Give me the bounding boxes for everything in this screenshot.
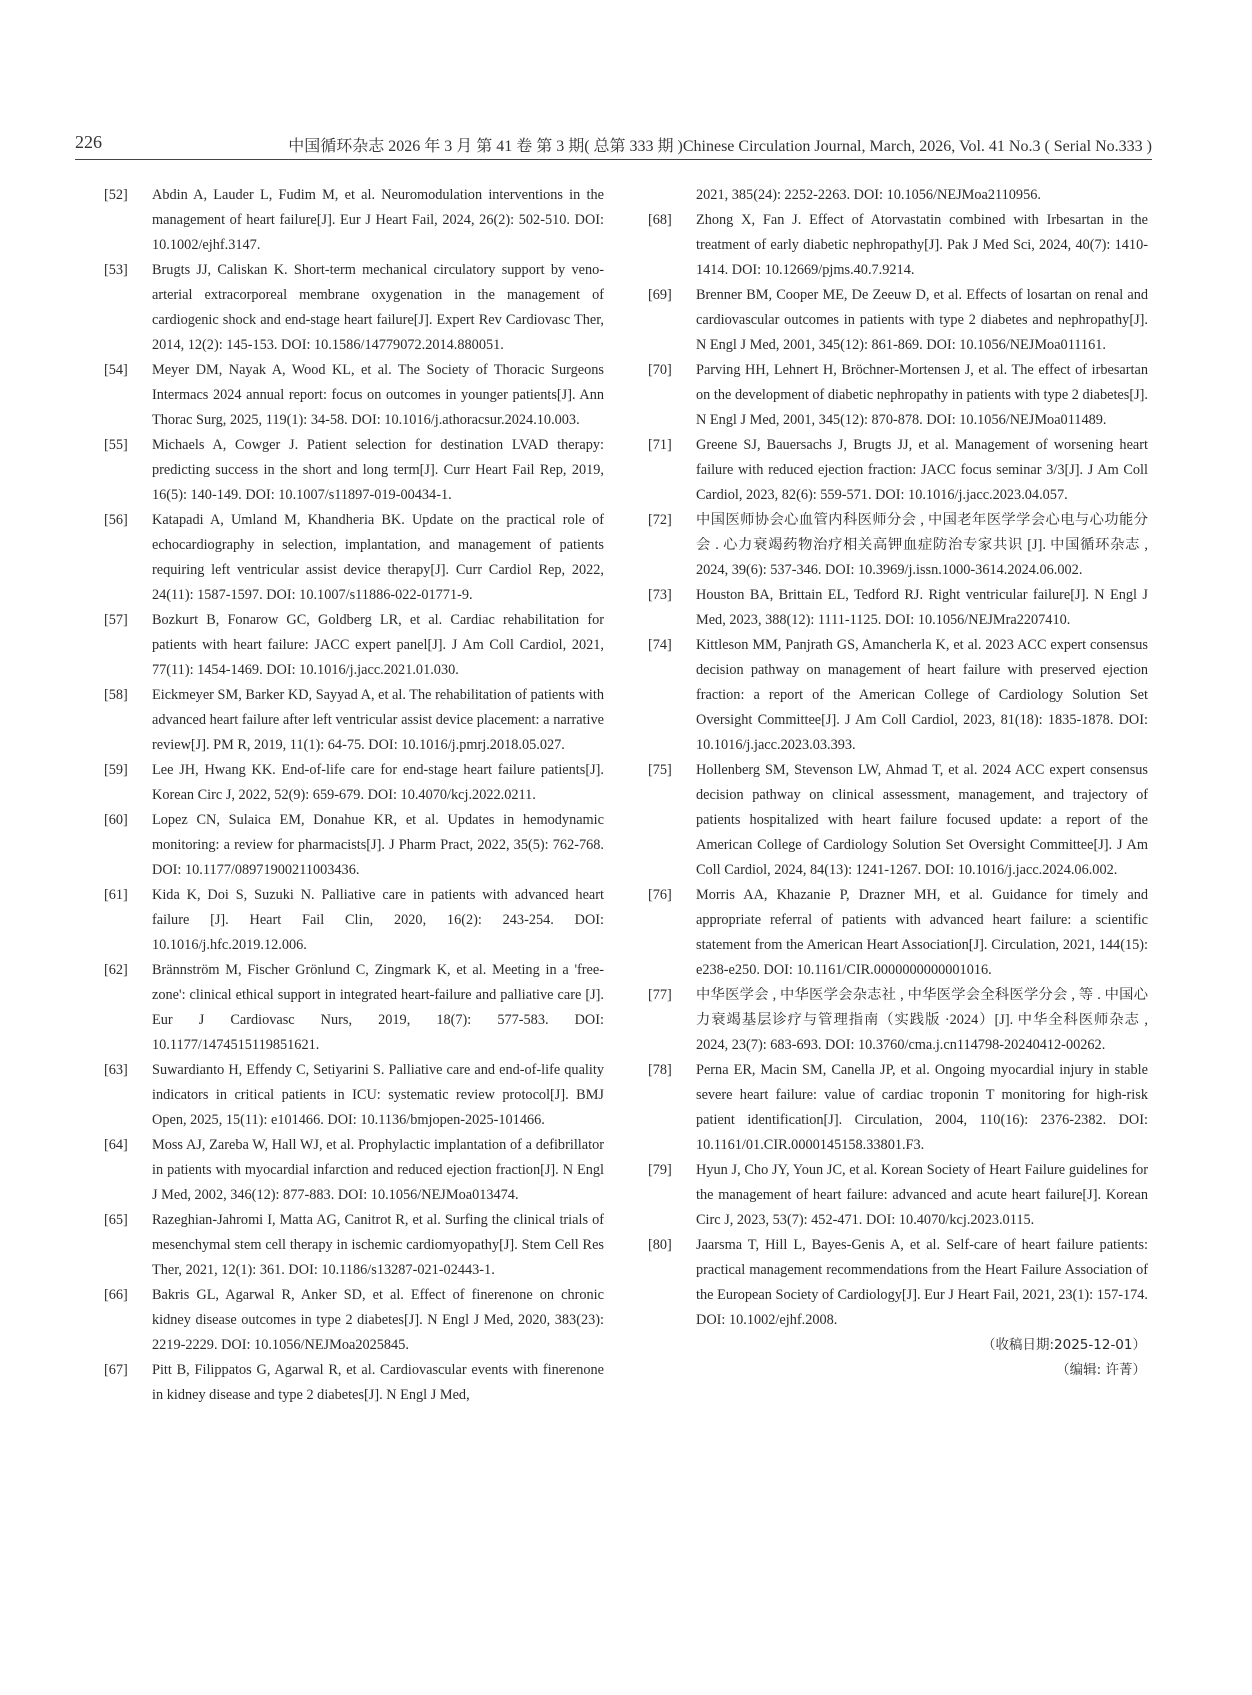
- reference-text: Greene SJ, Bauersachs J, Brugts JJ, et al. Management of worsening heart failure with reduced ejection fraction: JACC focus seminar 3/3[J]. J Am Coll Cardiol, 2023, 82(6): 559-571. DOI: 10.1016/j.jacc.2023.04.057.: [696, 437, 1148, 503]
- reference-text: 中国医师协会心血管内科医师分会 , 中国老年医学学会心电与心功能分会 . 心力衰竭药物治疗相关高钾血症防治专家共识 [J]. 中国循环杂志 , 2024, 39(6): 537-346. DOI: 10.3969/j.issn.1000-3614.2024.06.002.: [696, 512, 1148, 578]
- reference-text: Katapadi A, Umland M, Khandheria BK. Update on the practical role of echocardiography in selection, implantation, and management of patients requiring left ventricular assist device therapy[J]. Curr Cardiol Rep, 2022, 24(11): 1587-1597. DOI: 10.1007/s11886-022-01771-9.: [152, 512, 604, 603]
- reference-entry: [104, 683, 604, 758]
- reference-number: [648, 183, 696, 208]
- reference-number: [77]: [648, 987, 672, 1003]
- reference-text: Hollenberg SM, Stevenson LW, Ahmad T, et al. 2024 ACC expert consensus decision pathway on clinical assessment, management, and trajectory of patients hospitalized with heart failure focused update: a report of the American College of Cardiology Solution Set Oversight Committee[J]. J Am Coll Cardiol, 2024, 84(13): 1241-1267. DOI: 10.1016/j.jacc.2024.06.002.: [696, 762, 1148, 878]
- reference-text: Moss AJ, Zareba W, Hall WJ, et al. Prophylactic implantation of a defibrillator in patients with myocardial infarction and reduced ejection fraction[J]. N Engl J Med, 2002, 346(12): 877-883. DOI: 10.1056/NEJMoa013474.: [152, 1137, 604, 1203]
- reference-text: Eickmeyer SM, Barker KD, Sayyad A, et al. The rehabilitation of patients with advanced heart failure after left ventricular assist device placement: a narrative review[J]. PM R, 2019, 11(1): 64-75. DOI: 10.1016/j.pmrj.2018.05.027.: [152, 687, 604, 753]
- reference-text: Meyer DM, Nayak A, Wood KL, et al. The Society of Thoracic Surgeons Intermacs 2024 annual report: focus on outcomes in younger patients[J]. Ann Thorac Surg, 2025, 119(1): 34-58. DOI: 10.1016/j.athoracsur.2024.10.003.: [152, 362, 604, 428]
- reference-entry: [104, 883, 604, 958]
- reference-text: Houston BA, Brittain EL, Tedford RJ. Right ventricular failure[J]. N Engl J Med, 2023, 388(12): 1111-1125. DOI: 10.1056/NEJMra2207410.: [696, 587, 1148, 628]
- reference-number: [58]: [104, 687, 128, 703]
- reference-number: [52]: [104, 187, 128, 203]
- reference-number: [61]: [104, 887, 128, 903]
- reference-entry: [104, 1058, 604, 1133]
- reference-entry: [648, 358, 1148, 433]
- reference-entry: [104, 433, 604, 508]
- reference-number: [68]: [648, 212, 672, 228]
- reference-text: Razeghian-Jahromi I, Matta AG, Canitrot R, et al. Surfing the clinical trials of mesenchymal stem cell therapy in ischemic cardiomyopathy[J]. Stem Cell Res Ther, 2021, 12(1): 361. DOI: 10.1186/s13287-021-02443-1.: [152, 1212, 604, 1278]
- reference-text: Abdin A, Lauder L, Fudim M, et al. Neuromodulation interventions in the management of heart failure[J]. Eur J Heart Fail, 2024, 26(2): 502-510. DOI: 10.1002/ejhf.3147.: [152, 187, 604, 253]
- reference-number: [60]: [104, 812, 128, 828]
- reference-entry: [104, 258, 604, 358]
- reference-entry: [104, 808, 604, 883]
- reference-entry: [648, 883, 1148, 983]
- reference-text: 2021, 385(24): 2252-2263. DOI: 10.1056/NEJMoa2110956.: [696, 187, 1041, 203]
- reference-number: [76]: [648, 887, 672, 903]
- reference-entry: [104, 758, 604, 808]
- reference-text: 中华医学会 , 中华医学会杂志社 , 中华医学会全科医学分会 , 等 . 中国心力衰竭基层诊疗与管理指南（实践版 ·2024）[J]. 中华全科医师杂志 , 2024, 23(7): 683-693. DOI: 10.3760/cma.j.cn114798-20240412-00262.: [696, 987, 1148, 1053]
- reference-text: Jaarsma T, Hill L, Bayes-Genis A, et al. Self-care of heart failure patients: practical management recommendations from the Heart Failure Association of the European Society of Cardiology[J]. Eur J Heart Fail, 2021, 23(1): 157-174. DOI: 10.1002/ejhf.2008.: [696, 1237, 1148, 1328]
- reference-number: [73]: [648, 587, 672, 603]
- reference-number: [74]: [648, 637, 672, 653]
- reference-text: Parving HH, Lehnert H, Bröchner-Mortensen J, et al. The effect of irbesartan on the development of diabetic nephropathy in patients with type 2 diabetes[J]. N Engl J Med, 2001, 345(12): 870-878. DOI: 10.1056/NEJMoa011489.: [696, 362, 1148, 428]
- received-date: （收稿日期:2025-12-01）: [981, 1337, 1146, 1353]
- reference-entry: [648, 633, 1148, 758]
- reference-entry: [648, 1058, 1148, 1158]
- reference-text: Suwardianto H, Effendy C, Setiyarini S. Palliative care and end-of-life quality indicators in critical patients in ICU: systematic review protocol[J]. BMJ Open, 2025, 15(11): e101466. DOI: 10.1136/bmjopen-2025-101466.: [152, 1062, 604, 1128]
- reference-entry: [648, 758, 1148, 883]
- reference-list-right: [648, 183, 1148, 1333]
- reference-text: Michaels A, Cowger J. Patient selection for destination LVAD therapy: predicting success in the short and long term[J]. Curr Heart Fail Rep, 2019, 16(5): 140-149. DOI: 10.1007/s11897-019-00434-1.: [152, 437, 604, 503]
- reference-number: [69]: [648, 287, 672, 303]
- reference-text: Bozkurt B, Fonarow GC, Goldberg LR, et al. Cardiac rehabilitation for patients with heart failure: JACC expert panel[J]. J Am Coll Cardiol, 2021, 77(11): 1454-1469. DOI: 10.1016/j.jacc.2021.01.030.: [152, 612, 604, 678]
- reference-entry: [104, 1208, 604, 1283]
- reference-entry: [104, 1283, 604, 1358]
- reference-number: [53]: [104, 262, 128, 278]
- reference-number: [66]: [104, 1287, 128, 1303]
- reference-number: [54]: [104, 362, 128, 378]
- reference-text: Kida K, Doi S, Suzuki N. Palliative care in patients with advanced heart failure [J]. Heart Fail Clin, 2020, 16(2): 243-254. DOI: 10.1016/j.hfc.2019.12.006.: [152, 887, 604, 953]
- reference-entry: [104, 358, 604, 433]
- reference-number: [70]: [648, 362, 672, 378]
- reference-text: Lee JH, Hwang KK. End-of-life care for end-stage heart failure patients[J]. Korean Circ J, 2022, 52(9): 659-679. DOI: 10.4070/kcj.2022.0211.: [152, 762, 604, 803]
- reference-number: [64]: [104, 1137, 128, 1153]
- reference-text: Hyun J, Cho JY, Youn JC, et al. Korean Society of Heart Failure guidelines for the management of heart failure: advanced and acute heart failure[J]. Korean Circ J, 2023, 53(7): 452-471. DOI: 10.4070/kcj.2023.0115.: [696, 1162, 1148, 1228]
- reference-entry: [648, 1158, 1148, 1233]
- reference-entry: [104, 508, 604, 608]
- reference-entry: [104, 958, 604, 1058]
- reference-number: [79]: [648, 1162, 672, 1178]
- reference-column-left: [104, 183, 604, 1408]
- header-rule: [75, 159, 1152, 160]
- reference-text: Pitt B, Filippatos G, Agarwal R, et al. Cardiovascular events with finerenone in kidney disease and type 2 diabetes[J]. N Engl J Med,: [152, 1362, 604, 1403]
- reference-text: Brenner BM, Cooper ME, De Zeeuw D, et al. Effects of losartan on renal and cardiovascular outcomes in patients with type 2 diabetes and nephropathy[J]. N Engl J Med, 2001, 345(12): 861-869. DOI: 10.1056/NEJMoa011161.: [696, 287, 1148, 353]
- reference-entry: [648, 183, 1148, 208]
- reference-text: Lopez CN, Sulaica EM, Donahue KR, et al. Updates in hemodynamic monitoring: a review for pharmacists[J]. J Pharm Pract, 2022, 35(5): 762-768. DOI: 10.1177/08971900211003436.: [152, 812, 604, 878]
- reference-number: [72]: [648, 512, 672, 528]
- editor-credit: （编辑: 许菁）: [1056, 1362, 1146, 1378]
- reference-entry: [648, 983, 1148, 1058]
- reference-entry: [648, 1233, 1148, 1333]
- reference-number: [80]: [648, 1237, 672, 1253]
- running-header: 中国循环杂志 2026 年 3 月 第 41 卷 第 3 期( 总第 333 期 )Chinese Circulation Journal, March, 2026, Vol. 41 No.3 ( Serial No.333 ): [288, 138, 1152, 155]
- page-number: 226: [75, 132, 102, 152]
- reference-number: [71]: [648, 437, 672, 453]
- reference-entry: [648, 583, 1148, 633]
- reference-number: [59]: [104, 762, 128, 778]
- reference-number: [56]: [104, 512, 128, 528]
- reference-entry: [104, 1358, 604, 1408]
- reference-text: Kittleson MM, Panjrath GS, Amancherla K, et al. 2023 ACC expert consensus decision pathway on management of heart failure with preserved ejection fraction: a report of the American College of Cardiology Solution Set Oversight Committee[J]. J Am Coll Cardiol, 2023, 81(18): 1835-1878. DOI: 10.1016/j.jacc.2023.03.393.: [696, 637, 1148, 753]
- reference-number: [63]: [104, 1062, 128, 1078]
- reference-number: [67]: [104, 1362, 128, 1378]
- reference-column-right: [648, 183, 1148, 1383]
- reference-number: [57]: [104, 612, 128, 628]
- reference-number: [65]: [104, 1212, 128, 1228]
- reference-entry: [104, 608, 604, 683]
- reference-number: [62]: [104, 962, 128, 978]
- reference-entry: [104, 183, 604, 258]
- reference-text: Morris AA, Khazanie P, Drazner MH, et al. Guidance for timely and appropriate referral of patients with advanced heart failure: a scientific statement from the American Heart Association[J]. Circulation, 2021, 144(15): e238-e250. DOI: 10.1161/CIR.0000000000001016.: [696, 887, 1148, 978]
- reference-number: [78]: [648, 1062, 672, 1078]
- reference-text: Zhong X, Fan J. Effect of Atorvastatin combined with Irbesartan in the treatment of early diabetic nephropathy[J]. Pak J Med Sci, 2024, 40(7): 1410-1414. DOI: 10.12669/pjms.40.7.9214.: [696, 212, 1148, 278]
- reference-entry: [648, 208, 1148, 283]
- reference-number: [55]: [104, 437, 128, 453]
- reference-entry: [104, 1133, 604, 1208]
- reference-entry: [648, 508, 1148, 583]
- reference-entry: [648, 433, 1148, 508]
- reference-text: Bakris GL, Agarwal R, Anker SD, et al. Effect of finerenone on chronic kidney disease outcomes in type 2 diabetes[J]. N Engl J Med, 2020, 383(23): 2219-2229. DOI: 10.1056/NEJMoa2025845.: [152, 1287, 604, 1353]
- reference-text: Brugts JJ, Caliskan K. Short-term mechanical circulatory support by veno-arterial extracorporeal membrane oxygenation in the management of cardiogenic shock and end-stage heart failure[J]. Expert Rev Cardiovasc Ther, 2014, 12(2): 145-153. DOI: 10.1586/14779072.2014.880051.: [152, 262, 604, 353]
- reference-text: Perna ER, Macin SM, Canella JP, et al. Ongoing myocardial injury in stable severe heart failure: value of cardiac troponin T monitoring for high-risk patient identification[J]. Circulation, 2004, 110(16): 2376-2382. DOI: 10.1161/01.CIR.0000145158.33801.F3.: [696, 1062, 1148, 1153]
- reference-text: Brännström M, Fischer Grönlund C, Zingmark K, et al. Meeting in a 'free-zone': clinical ethical support in integrated heart-failure and palliative care [J]. Eur J Cardiovasc Nurs, 2019, 18(7): 577-583. DOI: 10.1177/1474515119851621.: [152, 962, 604, 1053]
- reference-entry: [648, 283, 1148, 358]
- reference-number: [75]: [648, 762, 672, 778]
